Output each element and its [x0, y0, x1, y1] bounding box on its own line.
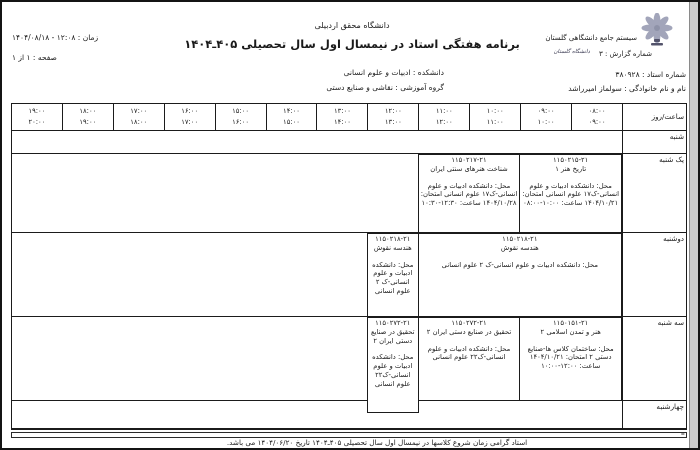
course-block: [367, 317, 419, 413]
course-details: محل: ساختمان کلاس ها-صنایع دستی ۲ امتحان: ۱۴۰۴/۱۰/۲۱ ساعت: ۱۰:۰۰‎-‎۱۲:۰۰: [527, 344, 614, 371]
course-name: هندسه نقوش: [373, 243, 412, 252]
time-header-cell: ۱۰:۰۰ ۱۱:۰۰: [469, 104, 520, 130]
course-name: تحقیق در صنایع دستی ایران ۲: [371, 327, 415, 345]
time-header-cell: ۱۴:۰۰ ۱۵:۰۰: [266, 104, 317, 130]
print-time: زمان : ۱۲:۰۸ - ۱۴۰۴/۰۸/۱۸: [12, 33, 99, 42]
page-edge-strip: [689, 2, 698, 448]
day-row: [12, 131, 686, 154]
time-header-cell: ۱۳:۰۰ ۱۴:۰۰: [316, 104, 367, 130]
course-name: شناخت هنرهای سنتی ایران: [430, 164, 508, 173]
course-block: [418, 233, 622, 317]
time-header-cell: ۱۹:۰۰ ۲۰:۰۰: [28, 107, 46, 126]
faculty: دانشکده : ادبیات و علوم انسانی: [343, 68, 444, 77]
day-label: دوشنبه: [622, 233, 686, 316]
time-header-cell: ۱۱:۰۰ ۱۲:۰۰: [418, 104, 469, 130]
time-header-cell: ۱۵:۰۰ ۱۶:۰۰: [215, 104, 266, 130]
department: گروه آموزشی : نقاشی و صنایع دستی: [326, 83, 444, 92]
day-hour-corner-cell: ساعت/روز: [622, 104, 686, 130]
course-name: هنر و تمدن اسلامی ۲: [540, 327, 601, 336]
system-name: سیستم جامع دانشگاهی گلستان: [545, 34, 637, 42]
course-block: [418, 154, 521, 233]
report-number: شماره گزارش : ۳: [599, 50, 652, 58]
time-header-row: [12, 104, 686, 131]
course-code: ۱۱۵۰۲۷۲‎-‎۲۱: [451, 319, 487, 327]
time-header-cell: ۱۷:۰۰ ۱۸:۰۰: [113, 104, 164, 130]
resize-mark: =: [680, 432, 685, 438]
course-block: [519, 154, 622, 233]
time-header-cell: ۱۶:۰۰ ۱۷:۰۰: [164, 104, 215, 130]
course-block: [519, 317, 622, 401]
time-header-cell: ۱۸:۰۰ ۱۹:۰۰: [62, 104, 113, 130]
day-label: شنبه: [622, 131, 686, 153]
golestan-logo-icon: [637, 13, 677, 51]
page-number: صفحه : ۱ از ۱: [12, 53, 57, 62]
day-label: چهارشنبه: [622, 401, 686, 428]
course-code: ۱۱۵۰۲۱۸‎-‎۲۱: [502, 235, 538, 243]
course-details: محل: دانشکده ادبیات و علوم انسانی-ک۱۷ علوم انسانی امتحان: ۱۴۰۴/۱۰/۲۸ ساعت: ۱۰:۳۰‎-‎۱۲:۳۰: [420, 181, 518, 208]
course-name: هندسه نقوش: [500, 243, 539, 252]
course-name: تاریخ هنر ۱: [555, 164, 587, 173]
time-header-cell: ۰۸:۰۰ ۰۹:۰۰: [571, 104, 622, 130]
day-label: سه شنبه: [622, 317, 686, 400]
course-details: محل: دانشکده ادبیات و علوم انسانی-ک ۲ علوم انسانی: [441, 260, 598, 269]
course-details: محل: دانشکده ادبیات و علوم انسانی-ک۲۲ علوم انسانی: [427, 344, 511, 362]
professor-number: شماره استاد : ۳۸۰۹۲۸: [615, 70, 686, 79]
university-name: دانشگاه محقق اردبیلی: [314, 21, 390, 30]
schedule-table: [11, 103, 687, 430]
course-code: ۱۱۵۰۲۷۲‎-‎۲۱: [375, 319, 411, 327]
course-code: ۱۱۵۰۲۱۵‎-‎۲۱: [553, 156, 589, 164]
course-block: [418, 317, 521, 401]
course-block: [367, 233, 419, 317]
day-empty-area: [12, 401, 622, 428]
course-details: محل: دانشکده ادبیات و علوم انسانی-ک۱۷ علوم انسانی امتحان: ۱۴۰۴/۱۰/۲۱ ساعت: ۰۸:۰۰‎-‎۱۰:۰۰: [522, 181, 619, 208]
day-row: [12, 401, 686, 429]
course-details: محل: دانشکده ادبیات و علوم انسانی-ک۲۲ علوم انسانی: [372, 353, 414, 388]
footer-note: استاد گرامی زمان شروع کلاسها در نیمسال اول سال تحصیلی ۴۰۵ـ۱۴۰۴ تاریخ ۱۴۰۴/۰۶/۲۰ می باشد.: [226, 438, 528, 447]
course-code: ۱۱۵۰۲۱۸‎-‎۲۱: [375, 235, 411, 243]
course-name: تحقیق در صنایع دستی ایران ۲: [426, 327, 512, 336]
day-empty-area: [12, 131, 622, 153]
professor-name: نام و نام خانوادگی : سولماز امیرراشد: [568, 84, 686, 93]
day-label: یک شنبه: [622, 154, 686, 232]
logo-caption: دانشگاه گلستان: [553, 49, 590, 55]
report-title: برنامه هفتگی استاد در نیمسال اول سال تحصیلی ۴۰۵ـ۱۴۰۴: [184, 37, 520, 51]
course-code: ۱۱۵۰۱۵۱‎-‎۲۱: [553, 319, 589, 327]
course-details: محل: دانشکده ادبیات و علوم انسانی-ک ۲ علوم انسانی: [372, 260, 414, 295]
course-code: ۱۱۵۰۲۱۷‎-‎۲۱: [451, 156, 487, 164]
time-header-cell: ۰۹:۰۰ ۱۰:۰۰: [520, 104, 571, 130]
time-header-cell: ۱۲:۰۰ ۱۳:۰۰: [367, 104, 418, 130]
